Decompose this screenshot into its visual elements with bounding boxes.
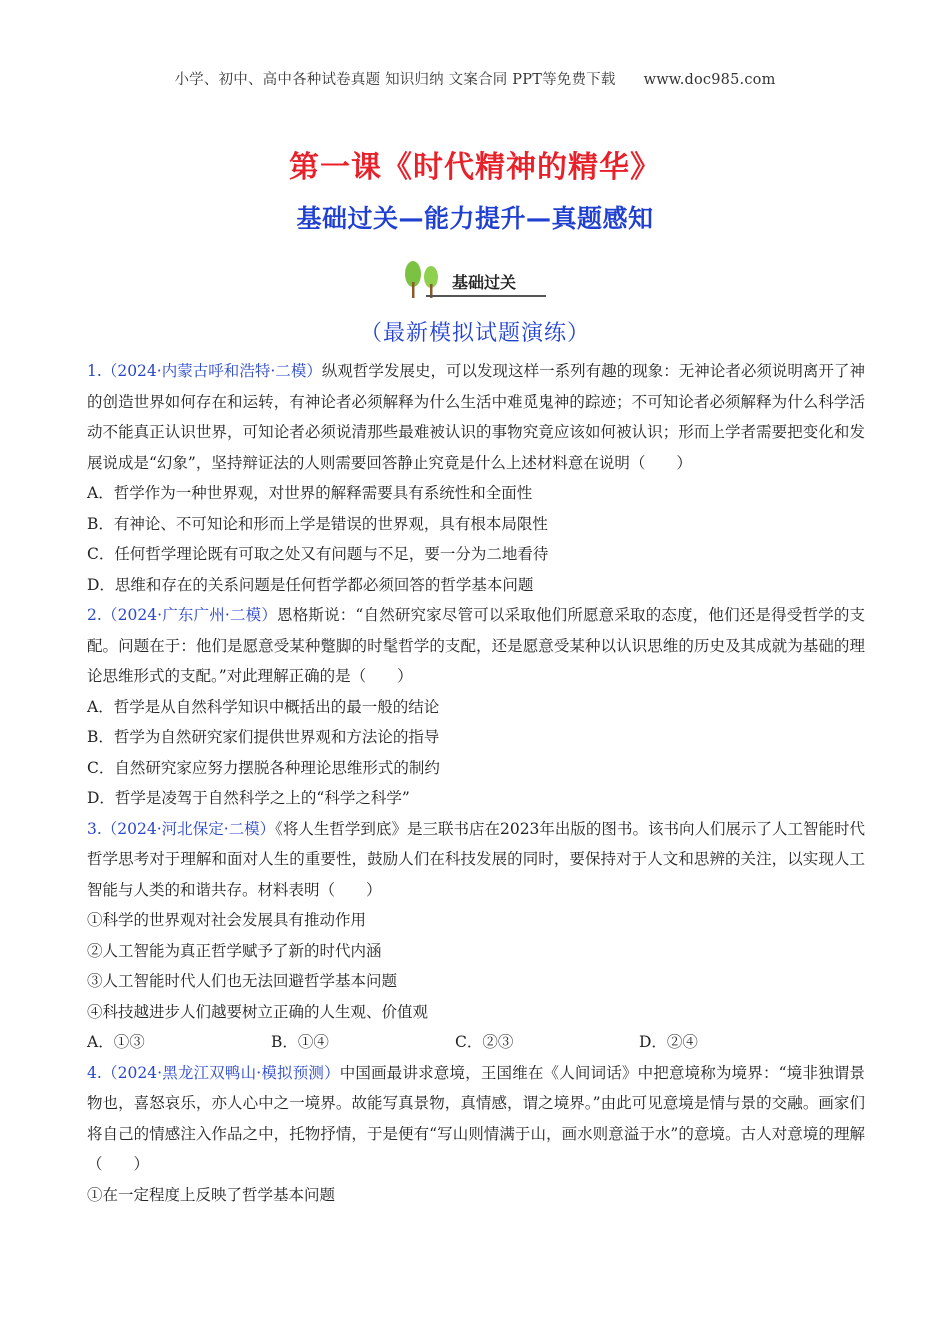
option-b[interactable]: B．①④ [271, 1033, 329, 1051]
question-number: 4. [87, 1063, 102, 1082]
statement-4: ④科技越进步人们越要树立正确的人生观、价值观 [87, 1002, 429, 1021]
question-text: 恩格斯说：“自然研究家尽管可以采取他们所愿意采取的态度，他们还是得受哲学的支配。问题在于：他们是愿意受某种蹩脚的时髦哲学的支配，还是愿意受某种以认识思维的历史及其成就为基础的理论思维形式的支配。”对此理解正确的是（ ） [87, 606, 865, 685]
statement-2: ②人工智能为真正哲学赋予了新的时代内涵 [87, 941, 382, 960]
question-source: （2024·内蒙古呼和浩特·二模） [101, 362, 322, 380]
question-1 [87, 356, 865, 600]
section-heading: （最新模拟试题演练） [359, 321, 590, 346]
question-number: 3. [87, 819, 102, 838]
question-source: （2024·河北保定·二模） [101, 819, 276, 838]
statement-1: ①在一定程度上反映了哲学基本问题 [87, 1185, 336, 1204]
question-stem [87, 1058, 865, 1180]
option-c[interactable]: C．任何哲学理论既有可取之处又有问题与不足，要一分为二地看待 [87, 545, 549, 563]
page-header [0, 68, 950, 89]
statement-1: ①科学的世界观对社会发展具有推动作用 [87, 911, 367, 929]
section-badge-underline [426, 295, 546, 297]
option-row [87, 1027, 865, 1058]
question-stem [87, 600, 865, 692]
question-3 [87, 814, 865, 1058]
question-4 [87, 1058, 865, 1211]
tree-icon [400, 258, 444, 300]
option-d[interactable]: D．思维和存在的关系问题是任何哲学都必须回答的哲学基本问题 [87, 575, 534, 594]
document-title: 第一课《时代精神的精华》 [289, 150, 661, 185]
question-stem [87, 814, 865, 906]
section-badge-label: 基础过关 [452, 273, 517, 292]
question-text: 中国画最讲求意境，王国维在《人间词话》中把意境称为境界：“境非独谓景物也，喜怒哀乐，亦人心中之一境界。故能写真景物，真情感，谓之境界。”由此可见意境是情与景的交融。画家们将自己的情感注入作品之中，托物抒情，于是便有“写山则情满于山，画水则意溢于水”的意境。古人对意境的理解（ ） [87, 1063, 865, 1173]
question-number: 2. [87, 606, 102, 624]
question-source: （2024·广东广州·二模） [101, 606, 278, 624]
option-b[interactable]: B．哲学为自然研究家们提供世界观和方法论的指导 [87, 728, 440, 746]
question-list [87, 356, 865, 1210]
question-number: 1. [87, 362, 102, 380]
option-b[interactable]: B．有神论、不可知论和形而上学是错误的世界观，具有根本局限性 [87, 514, 548, 533]
option-d[interactable]: D．哲学是凌驾于自然科学之上的“科学之科学” [87, 789, 410, 807]
statement-3: ③人工智能时代人们也无法回避哲学基本问题 [87, 972, 398, 990]
question-text: 纵观哲学发展史，可以发现这样一系列有趣的现象：无神论者必须说明离开了神的创造世界如何存在和运转，有神论者必须解释为什么生活中难觅鬼神的踪迹；不可知论者必须解释为什么科学活动不能真正认识世界，可知论者必须说清那些最难被认识的事物究竟应该如何被认识；形而上学者需要把变化和发展说成是“幻象”，坚持辩证法的人则需要回答静止究竟是什么上述材料意在说明（ ） [87, 362, 865, 472]
option-a[interactable]: A．哲学作为一种世界观，对世界的解释需要具有系统性和全面性 [87, 484, 533, 502]
question-text: 《将人生哲学到底》是三联书店在2023年出版的图书。该书向人们展示了人工智能时代哲学思考对于理解和面对人生的重要性，鼓励人们在科技发展的同时，要保持对于人文和思辨的关注，以实现人工智能与人类的和谐共存。材料表明（ ） [87, 819, 865, 899]
option-c[interactable]: C．自然研究家应努力摆脱各种理论思维形式的制约 [87, 758, 440, 777]
option-d[interactable]: D．②④ [639, 1033, 698, 1051]
header-text: 小学、初中、高中各种试卷真题 知识归纳 文案合同 PPT等免费下载 [174, 72, 616, 88]
option-c[interactable]: C．②③ [455, 1033, 514, 1051]
option-a[interactable]: A．①③ [87, 1033, 145, 1051]
section-badge [400, 258, 550, 300]
question-source: （2024·黑龙江双鸭山·模拟预测） [101, 1063, 340, 1082]
header-url[interactable]: www.doc985.com [643, 72, 776, 88]
option-a[interactable]: A．哲学是从自然科学知识中概括出的最一般的结论 [87, 697, 440, 716]
document-subtitle: 基础过关—能力提升—真题感知 [296, 204, 654, 233]
question-stem [87, 356, 865, 478]
question-2 [87, 600, 865, 814]
